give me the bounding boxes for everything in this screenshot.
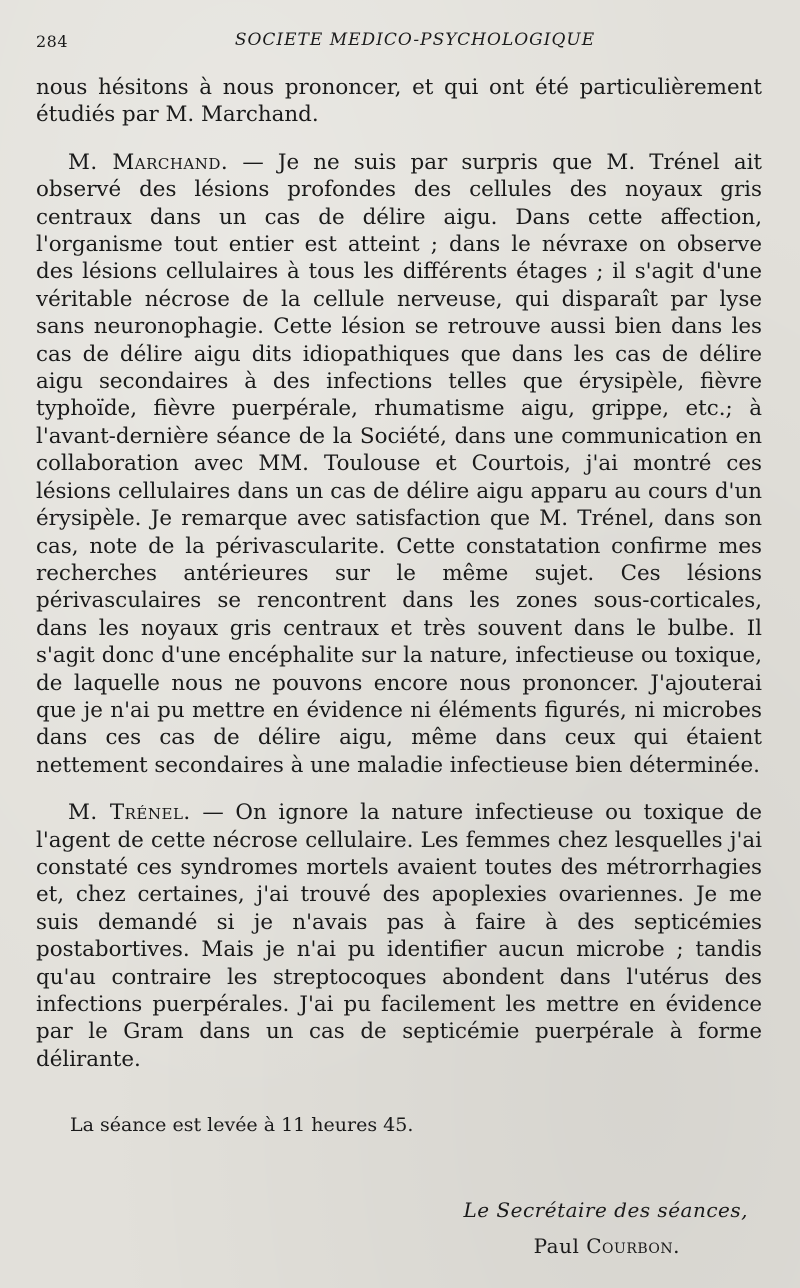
running-head bbox=[36, 28, 764, 56]
paragraph-trenel bbox=[36, 799, 762, 1073]
speaker-marchand: M. Marchand. bbox=[68, 149, 229, 175]
paragraph-marchand bbox=[36, 149, 762, 779]
signature-first-name: Paul bbox=[533, 1234, 587, 1258]
paragraph-trenel-text: — On ignore la nature infectieuse ou toxique de l'agent de cette nécrose cellulaire. Les femmes chez lesquelles j'ai constaté ces syndromes mortels avaient toutes des métrorrhagies et, chez certaines, j'ai trouvé des apoplexies ovariennes. Je me suis demandé si je n'avais pas à faire à des septicémies postabortives. Mais je n'ai pu identifier aucun microbe ; tandis qu'au contraire les streptocoques abondent dans l'utérus des infections puerpérales. J'ai pu facilement les mettre en évidence par le Gram dans un cas de septicémie puerpérale à forme délirante. bbox=[36, 800, 762, 1072]
signature-last-name: Courbon. bbox=[586, 1234, 680, 1258]
signature-name bbox=[534, 1234, 680, 1258]
signature-role: Le Secrétaire des séances, bbox=[463, 1198, 748, 1222]
paragraph-marchand-text: — Je ne suis par surpris que M. Trénel ait observé des lésions profondes des cellules des noyaux gris centraux dans un cas de délire aigu. Dans cette affection, l'organisme tout entier est atteint ; dans le névraxe on observe des lésions cellulaires à tous les différents étages ; il s'agit d'une véritable nécrose de la cellule nerveuse, qui disparaît par lyse sans neuronophagie. Cette lésion se retrouve aussi bien dans les cas de délire aigu dits idiopathiques que dans les cas de délire aigu secondaires à des infections telles que érysipèle, fièvre typhoïde, fièvre puerpérale, rhumatisme aigu, grippe, etc.; à l'avant-dernière séance de la Société, dans une communication en collaboration avec MM. Toulouse et Courtois, j'ai montré ces lésions cellulaires dans un cas de délire aigu apparu au cours d'un érysipèle. Je remarque avec satisfaction que M. Trénel, dans son cas, note de la périvascularite. Cette constatation confirme mes recherches antérieures sur le même sujet. Ces lésions périvasculaires se rencontrent dans les zones sous-corticales, dans les noyaux gris centraux et très souvent dans le bulbe. Il s'agit donc d'une encéphalite sur la nature, infectieuse ou toxique, de laquelle nous ne pouvons encore nous prononcer. J'ajouterai que je n'ai pu mettre en évidence ni éléments figurés, ni microbes dans ces cas de délire aigu, même dans ceux qui étaient nettement secondaires à une maladie infectieuse bien déterminée. bbox=[36, 149, 763, 778]
page-number: 284 bbox=[36, 32, 69, 51]
running-title: SOCIETE MEDICO-PSYCHOLOGIQUE bbox=[234, 30, 596, 50]
closing-line: La séance est levée à 11 heures 45. bbox=[70, 1114, 414, 1136]
speaker-trenel: M. Trénel. bbox=[68, 800, 191, 826]
body-text bbox=[36, 74, 762, 1073]
paragraph-continuation: nous hésitons à nous prononcer, et qui ont été particulièrement étudiés par M. Marchand. bbox=[36, 75, 762, 128]
